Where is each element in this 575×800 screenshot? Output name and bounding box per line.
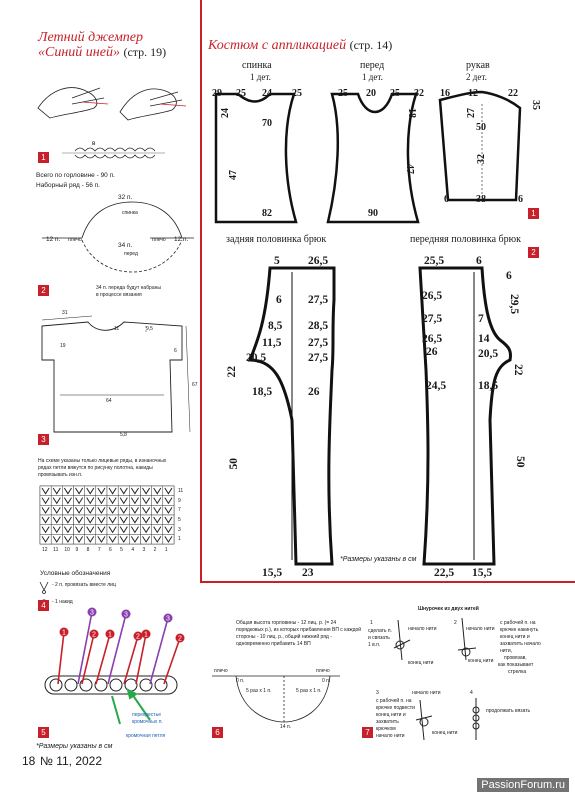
footnote-right: *Размеры указаны в см xyxy=(340,556,417,563)
bp-50: 50 xyxy=(228,458,240,470)
back-70: 70 xyxy=(262,118,272,129)
crochet-0-left: 0 п. xyxy=(236,678,245,684)
chain-loop xyxy=(50,679,62,691)
chart-row-number: 3 xyxy=(178,526,181,533)
badge-4: 4 xyxy=(38,600,49,611)
jumper-95: 9,5 xyxy=(146,326,153,332)
stitch-chart-cells xyxy=(40,486,174,544)
cord-s2d: захватить начало xyxy=(500,641,541,647)
back-24-side: 24 xyxy=(220,108,231,118)
bp-22: 22 xyxy=(226,366,238,378)
cord-s1b: и связать xyxy=(368,635,390,641)
chain-arrow-number: 2 xyxy=(136,633,140,641)
crochet-text-4: одновременно прибавить 14 ВП xyxy=(236,641,311,647)
jumper-6: 6 xyxy=(174,348,177,354)
hand-illustration-a xyxy=(38,88,108,118)
cord-s2h: стрелка xyxy=(508,669,527,675)
crochet-0-right: 0 п. xyxy=(322,678,331,684)
sleeve-27: 27 xyxy=(466,108,477,118)
chain-arrow-number: 2 xyxy=(92,631,96,639)
neck-spinka: спинка xyxy=(122,210,138,216)
chain-arrow-number: 2 xyxy=(178,635,182,643)
sleeve-6a: 6 xyxy=(444,194,449,205)
fp-6b: 6 xyxy=(506,270,512,282)
front-25a: 25 xyxy=(338,88,348,99)
fp-22: 22 xyxy=(512,364,524,376)
back-pants-title: задняя половинка брюк xyxy=(226,234,327,245)
sleeve-35: 35 xyxy=(530,100,541,110)
back-29: 29 xyxy=(212,88,222,99)
fp-265b: 26,5 xyxy=(422,333,443,345)
cord-nachalo-2: начало нити xyxy=(466,626,495,632)
badge-5: 5 xyxy=(38,727,49,738)
badge-7: 7 xyxy=(362,727,373,738)
cord-s1a: сделать п. xyxy=(368,628,393,634)
chain-arrow-number: 3 xyxy=(124,611,128,619)
crochet-text-2: порядковых р.), из которых прибавления ВП с каждой xyxy=(236,627,362,633)
jumper-58: 5,8 xyxy=(120,432,127,438)
chain-arrow-number: 3 xyxy=(90,609,94,617)
cord-konec-1: конец нити xyxy=(408,660,434,666)
cord-s3f: начало нити xyxy=(376,733,405,739)
cord-s2c: конец нити и xyxy=(500,634,530,640)
crochet-rep-left: 5 раз х 1 п. xyxy=(246,688,272,694)
cord-illustrations xyxy=(394,618,479,740)
back-label: спинка xyxy=(242,60,272,71)
front-detail-count: 1 дет. xyxy=(362,72,383,82)
badge-garment-1: 1 xyxy=(528,208,539,219)
fp-255: 25,5 xyxy=(424,255,445,267)
crochet-14: 14 п. xyxy=(280,724,292,730)
badge-1: 1 xyxy=(38,152,49,163)
neck-total: Всего по горловине - 90 п. xyxy=(36,172,115,179)
crochet-text-1: Общая высота горловины - 12 лиц. р. (= 24 xyxy=(236,620,337,626)
front-20: 20 xyxy=(366,88,376,99)
cord-nachalo-3: начало нити xyxy=(412,690,441,696)
chain-arrow-line xyxy=(108,611,128,684)
label-edge-stitches: кромочных п. xyxy=(132,719,163,725)
suit-page-ref: (стр. 14) xyxy=(349,38,393,52)
chain-loop xyxy=(80,679,92,691)
cord-title: Шнурочек из двух нитей xyxy=(418,606,479,612)
cord-step-1: 1 xyxy=(370,620,373,626)
neckline-diagram xyxy=(42,202,194,272)
chain-arrow-number: 1 xyxy=(108,631,112,639)
cord-step-3: 3 xyxy=(376,690,379,696)
neck-note1: 34 п. переда будут набраны xyxy=(96,285,161,291)
bp-6: 6 xyxy=(276,294,282,306)
sleeve-22: 22 xyxy=(508,88,518,99)
cord-s3c: конец нити и xyxy=(376,712,406,718)
cord-step-2: 2 xyxy=(454,620,457,626)
badge-3: 3 xyxy=(38,434,49,445)
fp-14: 14 xyxy=(478,333,490,345)
cord-s4: продолжать вязать xyxy=(486,708,531,714)
fp-225: 22,5 xyxy=(434,567,455,579)
chart-note-2: рядах петли вяжутся по рисунку полотна, накиды xyxy=(38,465,153,471)
cord-s3e: крючком xyxy=(376,726,396,732)
cord-konec-3: конец нити xyxy=(432,730,458,736)
front-25b: 25 xyxy=(390,88,400,99)
chart-note-1: На схеме указаны только лицевые ряды, в изнаночных xyxy=(38,458,167,464)
sleeve-detail-count: 2 дет. xyxy=(466,72,487,82)
neck-12-left: 12 п. xyxy=(46,236,61,243)
bp-115: 11,5 xyxy=(262,337,282,349)
sleeve-16: 16 xyxy=(440,88,450,99)
jumper-31: 31 xyxy=(62,310,68,316)
fp-26: 26 xyxy=(426,346,438,358)
front-piece xyxy=(328,94,418,222)
bp-5: 5 xyxy=(274,255,280,267)
neck-plecho-left: плечо xyxy=(68,237,82,243)
sleeve-6b: 6 xyxy=(518,194,523,205)
fp-295: 29,5 xyxy=(508,294,520,315)
label-crossing: перекрестье xyxy=(132,712,161,718)
chart-col-number: 4 xyxy=(131,547,135,553)
legend-item-1: - 2 п. провязать вместе лиц xyxy=(52,582,116,588)
fp-155: 15,5 xyxy=(472,567,493,579)
front-90: 90 xyxy=(368,208,378,219)
chart-col-number: 1 xyxy=(164,547,168,553)
cord-s3d: захватить xyxy=(376,719,399,725)
issue-label: № 11, 2022 xyxy=(40,754,103,768)
bp-275a: 27,5 xyxy=(308,294,329,306)
cord-s2a: с рабочей п. на xyxy=(500,620,536,626)
fp-245: 24,5 xyxy=(426,380,447,392)
chain-arrow-number: 1 xyxy=(144,631,148,639)
fp-275: 27,5 xyxy=(422,313,443,325)
cord-s2g: как показывает xyxy=(498,662,534,668)
cord-s2e: нити, xyxy=(500,648,513,654)
neck-note2: в процессе вязания xyxy=(96,292,142,298)
cord-s2f: провязав, xyxy=(504,655,527,661)
jumper-page-ref: (стр. 19) xyxy=(123,45,167,59)
chart-col-number: 9 xyxy=(75,547,79,553)
bp-275c: 27,5 xyxy=(308,352,329,364)
back-82: 82 xyxy=(262,208,272,219)
back-detail-count: 1 дет. xyxy=(250,72,271,82)
chart-row-number: 1 xyxy=(178,536,181,543)
crochet-text-3: стороны - 10 лиц. р., общий нижний ряд - xyxy=(236,634,332,640)
fp-7: 7 xyxy=(478,313,484,325)
front-32: 32 xyxy=(414,88,424,99)
cord-s1c: 1 в.п. xyxy=(368,642,381,648)
badge-garment-2: 2 xyxy=(528,247,539,258)
neck-plecho-right: плечо xyxy=(152,237,166,243)
back-25a: 25 xyxy=(236,88,246,99)
sleeve-12: 12 xyxy=(468,88,478,99)
bp-285: 28,5 xyxy=(308,320,329,332)
legend-item-2: - 1 накид xyxy=(52,599,73,605)
legend-title: Условные обозначения xyxy=(40,570,111,577)
chart-col-number: 3 xyxy=(142,547,146,553)
site-watermark: PassionForum.ru xyxy=(477,778,569,792)
cord-konec-2: конец нити xyxy=(468,658,494,664)
sleeve-32: 32 xyxy=(476,154,487,164)
crochet-plecho-r: плечо xyxy=(316,668,330,674)
chart-col-number: 5 xyxy=(120,547,123,553)
front-pants-title: передняя половинка брюк xyxy=(410,234,521,245)
label-v: в xyxy=(92,140,96,147)
neck-pered: перед xyxy=(124,251,138,257)
jumper-64: 64 xyxy=(106,398,112,404)
chart-row-number: 7 xyxy=(178,507,181,514)
back-24: 24 xyxy=(262,88,272,99)
chart-col-number: 7 xyxy=(97,547,101,553)
neck-12-right: 12 п. xyxy=(174,236,189,243)
chain-arrow-line xyxy=(150,615,170,684)
sleeve-label: рукав xyxy=(466,60,490,71)
sleeve-piece xyxy=(440,92,520,200)
cord-step-4: 4 xyxy=(470,690,473,696)
footnote-left: *Размеры указаны в см xyxy=(36,743,113,750)
chart-row-number: 9 xyxy=(178,497,181,504)
cord-s3a: с рабочей п. на xyxy=(376,698,412,704)
chart-col-number: 12 xyxy=(42,547,48,553)
front-label: перед xyxy=(360,60,385,71)
bp-85: 8,5 xyxy=(268,320,283,332)
sleeve-38: 38 xyxy=(476,194,486,205)
bp-265: 26,5 xyxy=(308,255,329,267)
chain-arrow-number: 1 xyxy=(62,629,66,637)
jumper-67: 67 xyxy=(192,382,198,388)
badge-6: 6 xyxy=(212,727,223,738)
chart-col-number: 10 xyxy=(64,547,70,553)
chart-col-number: 11 xyxy=(53,547,59,553)
page-number: 18 xyxy=(22,754,36,768)
cord-s3b: крючке подвести xyxy=(376,705,415,711)
suit-title-text: Костюм с аппликацией xyxy=(208,38,347,53)
chart-col-number: 8 xyxy=(86,547,90,553)
bp-275b: 27,5 xyxy=(308,337,329,349)
bp-205: 20,5 xyxy=(246,352,267,364)
cord-s2b: крючке накинуть xyxy=(500,627,539,633)
chart-col-number: 2 xyxy=(153,547,157,553)
hand-illustration-b xyxy=(120,89,186,120)
jumper-title-line1: Летний джемпер xyxy=(38,30,143,45)
front-47: 47 xyxy=(404,164,415,174)
jumper-title-line2: «Синий иней» xyxy=(38,45,120,60)
jumper-11: 11 xyxy=(114,326,120,332)
back-25b: 25 xyxy=(292,88,302,99)
badge-2: 2 xyxy=(38,285,49,296)
bp-155: 15,5 xyxy=(262,567,283,579)
fp-50: 50 xyxy=(514,456,526,468)
chart-row-number: 11 xyxy=(178,488,184,494)
cord-nachalo-1: начало нити xyxy=(408,626,437,632)
back-pants-piece xyxy=(250,268,334,564)
jumper-outline xyxy=(42,316,190,432)
crochet-neckline xyxy=(212,676,340,722)
front-18: 18 xyxy=(406,108,417,118)
chart-col-number: 6 xyxy=(109,547,112,553)
fp-205: 20,5 xyxy=(478,348,499,360)
neck-32: 32 п. xyxy=(118,194,133,201)
crochet-rep-right: 5 раз х 1 п. xyxy=(296,688,322,694)
neck-34: 34 п. xyxy=(118,242,133,249)
crochet-plecho-l: плечо xyxy=(214,668,228,674)
chain-loop xyxy=(65,679,77,691)
bp-23: 23 xyxy=(302,567,314,579)
sleeve-50: 50 xyxy=(476,122,486,133)
chart-note-3: провязывать изн.п. xyxy=(38,472,83,478)
label-edge-loop: кромочная петля xyxy=(126,733,166,739)
back-47: 47 xyxy=(228,170,239,180)
bp-185: 18,5 xyxy=(252,386,273,398)
chain-arrows xyxy=(58,608,185,685)
jumper-19: 19 xyxy=(60,343,66,349)
chain-loop xyxy=(110,679,122,691)
chart-row-number: 5 xyxy=(178,517,181,523)
cast-on: Наборный ряд - 56 п. xyxy=(36,182,100,189)
fp-185: 18,5 xyxy=(478,380,499,392)
knitted-strip xyxy=(62,148,165,158)
bp-26: 26 xyxy=(308,386,320,398)
fp-265a: 26,5 xyxy=(422,290,443,302)
fp-6a: 6 xyxy=(476,255,482,267)
chain-arrow-number: 3 xyxy=(166,615,170,623)
